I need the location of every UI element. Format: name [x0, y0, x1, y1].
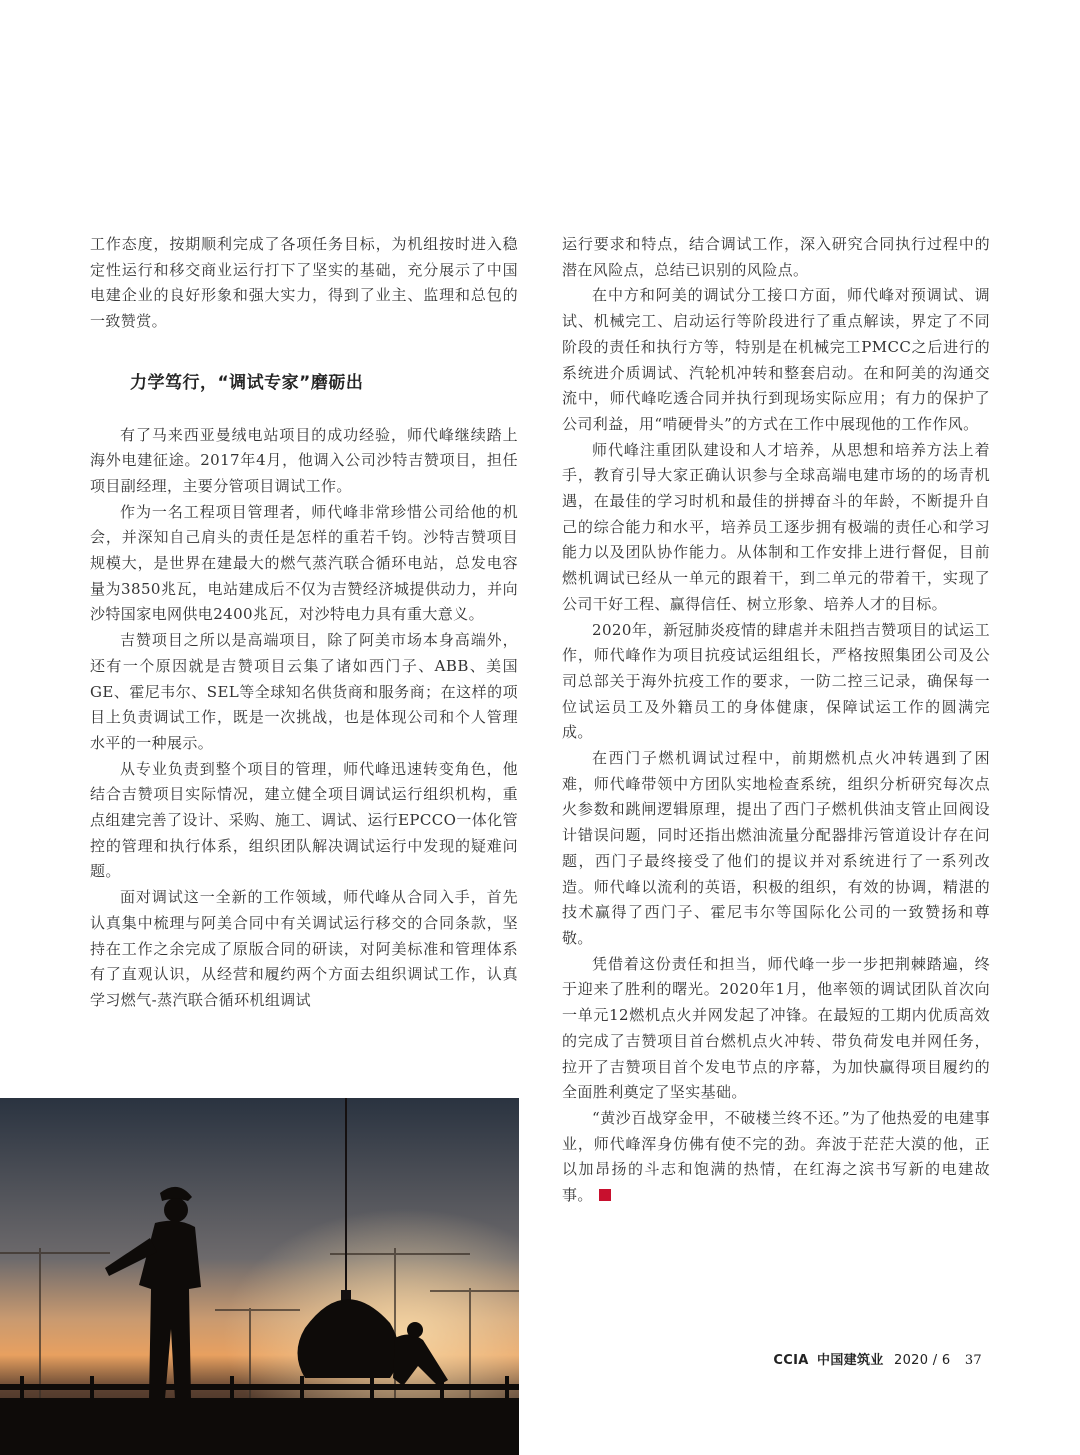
paragraph: 作为一名工程项目管理者，师代峰非常珍惜公司给他的机会，并深知自己肩头的责任是怎样的重若千钧。沙特吉赞项目规模大，是世界在建最大的燃气蒸汽联合循环电站，总发电容量为3850兆瓦，电站建成后不仅为吉赞经济城提供动力，并向沙特国家电网供电2400兆瓦，对沙特电力具有重大意义。 — [90, 502, 518, 624]
paragraph: 有了马来西亚曼绒电站项目的成功经验，师代峰继续踏上海外电建征途。2017年4月，他调入公司沙特吉赞项目，担任项目副经理，主要分管项目调试工作。 — [90, 425, 518, 495]
paragraph: 师代峰注重团队建设和人才培养，从思想和培养方法上着手，教育引导大家正确认识参与全球高端电建市场的的场青机遇，在最佳的学习时机和最佳的拼搏奋斗的年龄，不断提升自己的综合能力和水平，培养员工逐步拥有极端的责任心和学习能力以及团队协作能力。从体制和工作安排上进行督促，目前燃机调试已经从一单元的跟着干，到二单元的带着干，实现了公司干好工程、赢得信任、树立形象、培养人才的目标。 — [562, 440, 990, 613]
paragraph: 工作态度，按期顺利完成了各项任务目标，为机组按时进入稳定性运行和移交商业运行打下了坚实的基础，充分展示了中国电建企业的良好形象和强大实力，得到了业主、监理和总包的一致赞赏。 — [90, 235, 518, 331]
paragraph: 吉赞项目之所以是高端项目，除了阿美市场本身高端外，还有一个原因就是吉赞项目云集了诸如西门子、ABB、美国GE、霍尼韦尔、SEL等全球知名供货商和服务商；在这样的项目上负责调试工作，既是一次挑战，也是体现公司和个人管理水平的一种展示。 — [90, 631, 518, 752]
footer-magazine-name: 中国建筑业 — [817, 1353, 884, 1368]
footer-issue: 2020 / 6 — [894, 1353, 951, 1368]
article-column-right — [562, 232, 990, 1209]
silhouette-worker-photo — [0, 1098, 519, 1455]
closing-paragraph — [562, 1106, 990, 1209]
paragraph: 运行要求和特点，结合调试工作，深入研究合同执行过程中的潜在风险点，总结已识别的风险点。 — [562, 235, 990, 279]
paragraph: 面对调试这一全新的工作领域，师代峰从合同入手，首先认真集中梳理与阿美合同中有关调试运行移交的合同条款，坚持在工作之余完成了原版合同的研读，对阿美标准和管理体系有了直观认识，从经营和履约两个方面去组织调试工作，认真学习燃气-蒸汽联合循环机组调试 — [90, 888, 518, 1009]
paragraph: 从专业负责到整个项目的管理，师代峰迅速转变角色，他结合吉赞项目实际情况，建立健全项目调试运行组织机构，重点组建完善了设计、采购、施工、调试、运行EPCCO一体化管控的管理和执行体系，组织团队解决调试运行中发现的疑难问题。 — [90, 759, 518, 881]
paragraph-text: “黄沙百战穿金甲，不破楼兰终不还。”为了他热爱的电建事业，师代峰浑身仿佛有使不完的劲。奔波于茫茫大漠的他，正以加昂扬的斗志和饱满的热情，在红海之滨书写新的电建故事。 — [562, 1108, 990, 1205]
paragraph: 2020年，新冠肺炎疫情的肆虐并未阻挡吉赞项目的试运工作，师代峰作为项目抗疫试运组组长，严格按照集团公司及公司总部关于海外抗疫工作的要求，一防二控三记录，确保每一位试运员工及外籍员工的身体健康，保障试运工作的圆满完成。 — [562, 620, 990, 742]
section-heading: 力学笃行，“调试专家”磨砺出 — [130, 372, 364, 393]
footer-brand: CCIA — [773, 1353, 809, 1368]
page-footer — [773, 1349, 982, 1368]
page-number: 37 — [964, 1353, 982, 1368]
paragraph: 凭借着这份责任和担当，师代峰一步一步把荆棘踏遍，终于迎来了胜利的曙光。2020年1月，他率领的调试团队首次向一单元12燃机点火并网发起了冲锋。在最短的工期内优质高效的完成了吉赞项目首台燃机点火冲转、带负荷发电并网任务，拉开了吉赞项目首个发电节点的序幕，为加快赢得项目履约的全面胜利奠定了坚实基础。 — [562, 954, 990, 1102]
article-column-left — [90, 232, 518, 1014]
paragraph: 在中方和阿美的调试分工接口方面，师代峰对预调试、调试、机械完工、启动运行等阶段进行了重点解读，界定了不同阶段的责任和执行方等，特别是在机械完工PMCC之后进行的系统进介质调试、汽轮机冲转和整套启动。在和阿美的沟通交流中，师代峰吃透合同并执行到现场实际应用；有力的保护了公司利益，用“啃硬骨头”的方式在工作中展现他的工作作风。 — [562, 286, 990, 433]
paragraph: 在西门子燃机调试过程中，前期燃机点火冲转遇到了困难，师代峰带领中方团队实地检查系统，组织分析研究每次点火参数和跳闸逻辑原理，提出了西门子燃机供油支管止回阀设计错误问题，同时还指出燃油流量分配器排污管道设计存在问题，西门子最终接受了他们的提议并对系统进行了一系列改造。师代峰以流利的英语，积极的组织，有效的协调，精湛的技术赢得了西门子、霍尼韦尔等国际化公司的一致赞扬和尊敬。 — [562, 749, 990, 947]
end-of-article-mark — [599, 1189, 611, 1201]
